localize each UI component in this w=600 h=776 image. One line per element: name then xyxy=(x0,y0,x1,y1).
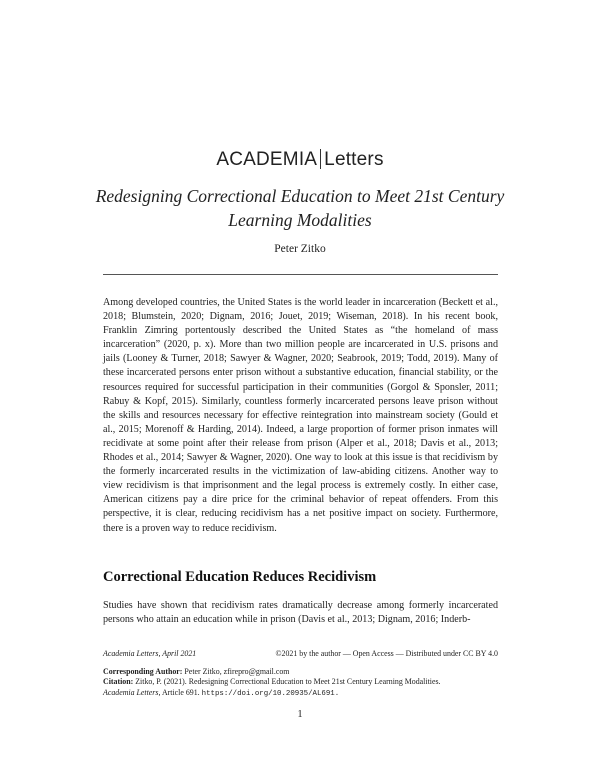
author-name: Peter Zitko xyxy=(274,243,326,255)
corresponding-author-line xyxy=(103,667,498,677)
section-paragraph: Studies have shown that recidivism rates dramatically decrease among formerly incarcerated persons who attain an education while in prison (Davis et al., 2013; Dignam, 2016; Inderb- xyxy=(103,600,498,626)
title-line-2: Learning Modalities xyxy=(228,210,372,230)
citation-value: Zitko, P. (2021). Redesigning Correctional Education to Meet 21st Century Learning Modalities. xyxy=(135,677,441,687)
brand-name: ACADEMIA xyxy=(216,149,318,170)
journal-date: Academia Letters, April 2021 xyxy=(103,649,197,658)
citation-label: Citation: xyxy=(103,677,134,687)
title-divider xyxy=(103,274,498,275)
paper-title xyxy=(60,184,540,232)
brand-sub: Letters xyxy=(324,149,384,170)
page-number: 1 xyxy=(297,709,303,720)
corresponding-value: Peter Zitko, zfirepro@gmail.com xyxy=(184,667,290,676)
title-line-1: Redesigning Correctional Education to Meet 21st Century xyxy=(95,186,505,206)
brand-separator xyxy=(320,149,321,169)
citation-journal: Academia Letters xyxy=(103,687,159,697)
academia-letters-logo xyxy=(0,149,600,171)
footer-citation-block xyxy=(103,667,498,699)
citation-article: , Article 691. xyxy=(158,687,200,697)
intro-paragraph: Among developed countries, the United States is the world leader in incarceration (Beckett et al., 2018; Blumstein, 2020; Dignam, 2016; Jouet, 2019; Wiseman, 2018). In his recent book, Franklin Zimring portentously described the United States as “the homeland of mass incarceration” (2020, p. x). More than two million people are incarcerated in U.S. prisons and jails (Looney & Turner, 2018; Sawyer & Wagner, 2020; Seabrook, 2019; Todd, 2019). Many of these incarcerated persons enter prison without a substantive education, financial stability, or the resources required for successful participation in their communities (Gorgol & Sponsler, 2011; Rabuy & Kopf, 2015). Similarly, countless formerly incarcerated persons leave prison without the skills and resources necessary for effective reintegration into mainstream society (Gould et al., 2015; Morenoff & Harding, 2014). Indeed, a large proportion of former prison inmates will recidivate at some point after their release from prison (Alper et al., 2018; Davis et al., 2013; Rhodes et al., 2014; Sawyer & Wagner, 2020). One way to look at this issue is that recidivism by the formerly incarcerated results in the victimization of law-abiding citizens. Another way to view recidivism is that imprisonment and the legal process is extremely costly. In either case, American citizens pay a dire price for the criminal behavior of repeat offenders. From this perspective, it is clear, reducing recidivism has a net positive impact on society. Furthermore, there is a proven way to reduce recidivism. xyxy=(103,297,498,534)
citation-line-2 xyxy=(103,688,498,699)
doi-link[interactable]: https://doi.org/10.20935/AL691. xyxy=(201,689,340,698)
section-heading: Correctional Education Reduces Recidivism xyxy=(103,569,377,585)
license-text: ©2021 by the author — Open Access — Distributed under CC BY 4.0 xyxy=(275,649,498,658)
citation-line xyxy=(103,677,498,687)
corresponding-label: Corresponding Author: xyxy=(103,667,183,676)
